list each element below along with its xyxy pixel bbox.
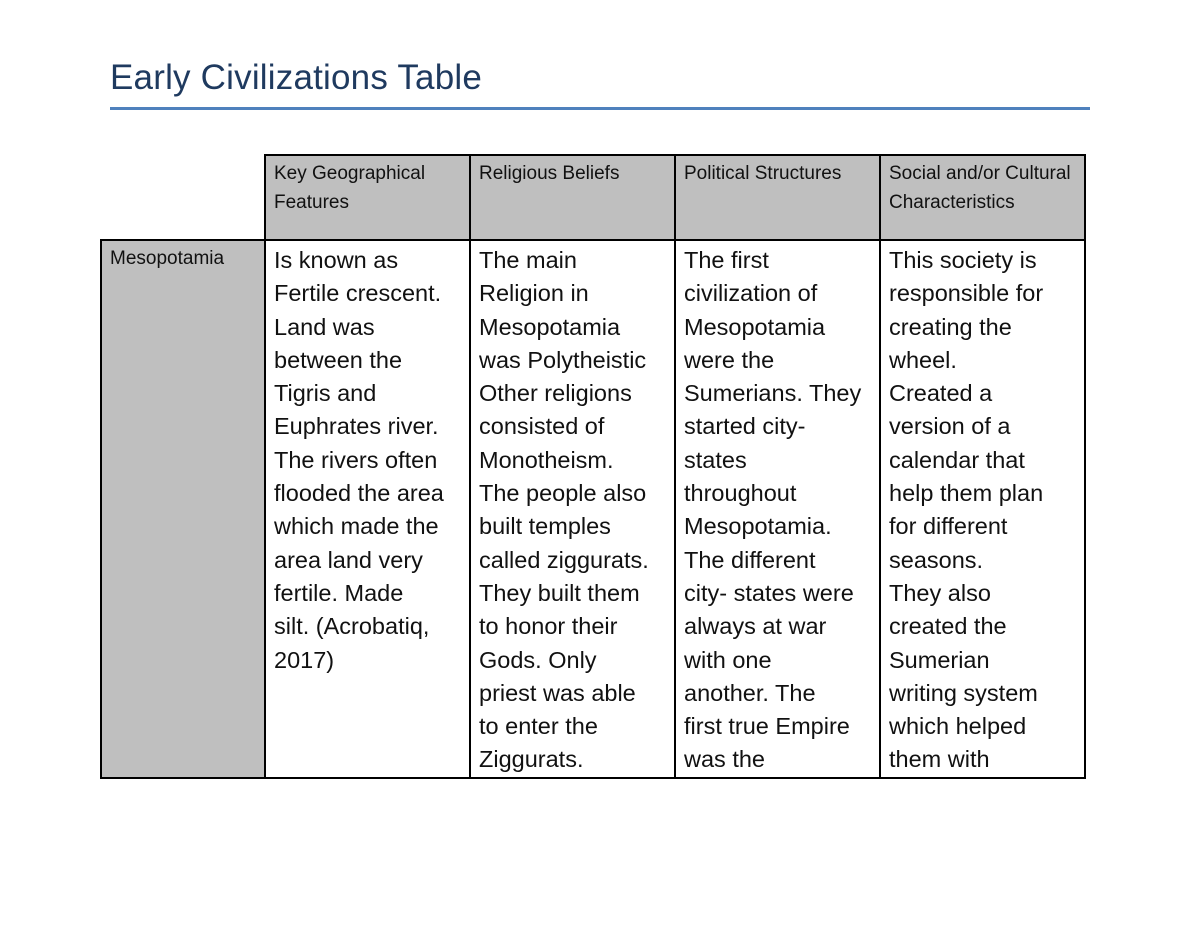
table-corner-cell — [101, 155, 265, 240]
table-header-row — [101, 155, 1085, 240]
civilizations-table — [100, 154, 1086, 779]
title-underline — [110, 107, 1090, 110]
header-social-cultural-characteristics: Social and/or Cultural Characteristics — [880, 155, 1085, 240]
table-row — [101, 240, 1085, 778]
header-political-structures: Political Structures — [675, 155, 880, 240]
cell-religious-beliefs: The main Religion in Mesopotamia was Polytheistic Other religions consisted of Monotheism. The people also built temples called ziggurats. They built them to honor their Gods. Only priest was able to enter the Ziggurats. — [470, 240, 675, 778]
cell-geographical-features: Is known as Fertile crescent. Land was between the Tigris and Euphrates river. The rivers often flooded the area which made the area land very fertile. Made silt. (Acrobatiq, 2017) — [265, 240, 470, 778]
document-title: Early Civilizations Table — [110, 58, 483, 97]
row-header-mesopotamia: Mesopotamia — [101, 240, 265, 778]
cell-political-structures: The first civilization of Mesopotamia were the Sumerians. They started city- states throughout Mesopotamia. The different city- states were always at war with one another. The first true Empire was the — [675, 240, 880, 778]
header-key-geographical-features: Key Geographical Features — [265, 155, 470, 240]
cell-social-cultural-characteristics: This society is responsible for creating the wheel. Created a version of a calendar that help them plan for different seasons. They also created the Sumerian writing system which helped them with — [880, 240, 1085, 778]
header-religious-beliefs: Religious Beliefs — [470, 155, 675, 240]
